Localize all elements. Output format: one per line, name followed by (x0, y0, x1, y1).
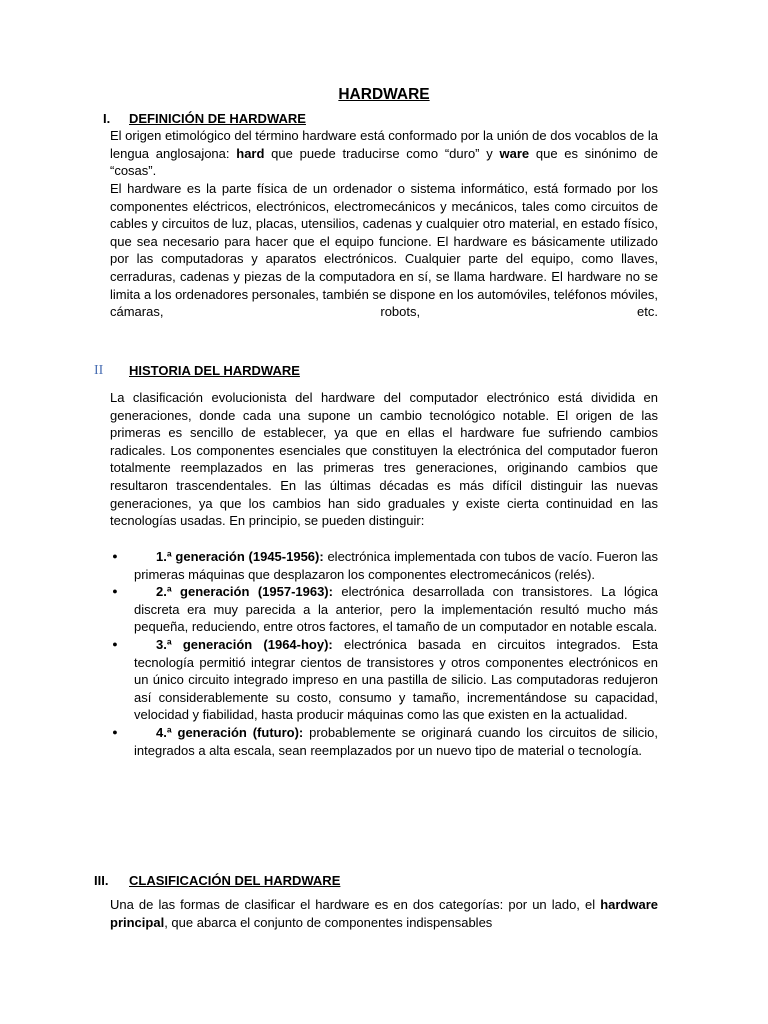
bullet-icon: ● (112, 638, 118, 649)
bullet-icon: ● (112, 726, 118, 737)
document-title: HARDWARE (338, 86, 430, 103)
section-2-heading: HISTORIA DEL HARDWARE (129, 363, 300, 378)
bullet-icon: ● (112, 551, 118, 561)
section-1-paragraph-2: El hardware es la parte física de un ordenador o sistema informático, está formado por los componentes eléctricos, electrónicos, electromecánicos y mecánicos, tales como circuitos de cables y circuitos de luz, placas, utensilios, cadenas y cualquier otro material, en estado físico, que sea necesario para hacer que el equipo funcione. El hardware es básicamente utilizado por las computadoras y aparatos electrónicos. Cualquier parte del equipo, como llaves, cerraduras, cadenas y piezas de la computadora en sí, se llama hardware. El hardware no se limita a los ordenadores personales, también se dispone en los automóviles, teléfonos móviles, cámaras, robots, etc. (110, 181, 658, 320)
section-1-number: I. (103, 111, 111, 126)
section-3-paragraph-1: Una de las formas de clasificar el hardware es en dos categorías: por un lado, el hardware principal, que abarca el conjunto de componentes indispensables (110, 897, 658, 930)
list-item: ● 1.ª generación (1945-1956): electrónica implementada con tubos de vacío. Fueron las primeras máquinas que desplazaron los componentes electromecánicos (relés). (110, 548, 658, 583)
list-item: ● 4.ª generación (futuro): probablemente se originará cuando los circuitos de silicio, integrados a alta escala, sean reemplazados por un nuevo tipo de material o tecnología. (110, 724, 658, 759)
list-item: ● 2.ª generación (1957-1963): electrónica desarrollada con transistores. La lógica discreta era muy parecida a la anterior, pero la implementación resultó mucho más pequeña, reduciendo, entre otros factores, el tamaño de un computador en notable escala. (110, 583, 658, 636)
section-3-number: III. (94, 873, 109, 888)
section-1-heading: DEFINICIÓN DE HARDWARE (129, 111, 306, 126)
section-2-number: II (94, 363, 104, 378)
section-1-paragraph-1: El origen etimológico del término hardware está conformado por la unión de dos vocablos de la lengua anglosajona: hard que puede traducirse como “duro” y ware que es sinónimo de “cosas”. (110, 128, 658, 179)
list-item: ● 3.ª generación (1964-hoy): electrónica basada en circuitos integrados. Esta tecnología permitió integrar cientos de transistores y otros componentes electrónicos en un único circuito integrado impreso en una pastilla de silicio. Las computadoras redujeron así considerablemente su costo, consumo y tamaño, incrementándose su capacidad, velocidad y fiabilidad, hasta producir máquinas como las que existen en la actualidad. (110, 636, 658, 724)
generation-list (110, 548, 658, 759)
section-2-paragraph-1: La clasificación evolucionista del hardware del computador electrónico está dividida en generaciones, donde cada una supone un cambio tecnológico notable. El origen de las primeras es sencillo de establecer, ya que en ellas el hardware fue sufriendo cambios radicales. Los componentes esenciales que constituyen la electrónica del computador fueron totalmente reemplazados en las primeras tres generaciones, originando cambios que resultaron trascendentales. En las últimas décadas es más difícil distinguir las nuevas generaciones, ya que los cambios han sido graduales y existe cierta continuidad en las tecnologías usadas. En principio, se pueden distinguir: (110, 390, 658, 529)
section-3-heading: CLASIFICACIÓN DEL HARDWARE (129, 873, 341, 888)
bullet-icon: ● (112, 586, 118, 597)
